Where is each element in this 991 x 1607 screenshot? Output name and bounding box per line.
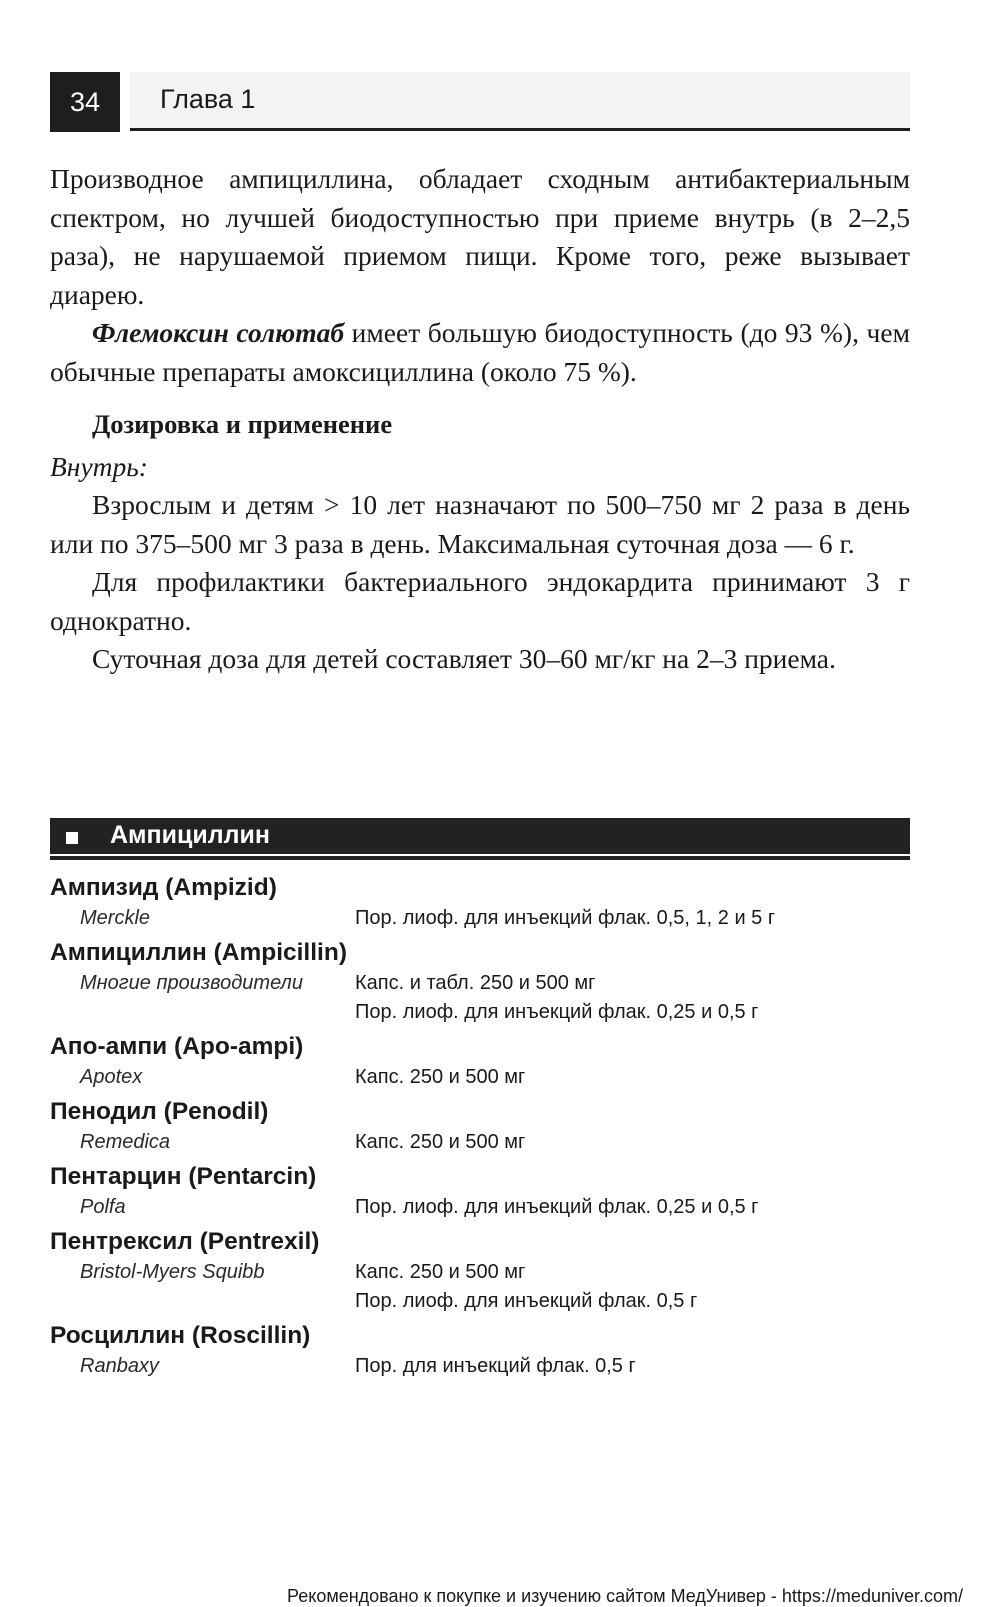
drug-details [50,1128,910,1157]
drug-details [50,1193,910,1222]
drug-form: Пор. лиоф. для инъекций флак. 0,5, 1, 2 и 5 г [355,907,776,929]
drug-maker: Bristol-Myers Squibb [80,1261,265,1283]
drug-name: Ампициллин (Ampicillin) [50,939,347,966]
drug-maker: Apotex [80,1066,143,1088]
footer-note: Рекомендовано к покупке и изучению сайтом МедУнивер - https://meduniver.com/ [287,1586,963,1606]
paragraph-prophylaxis: Для профилактики бактериального эндокардита принимают 3 г однократно. [50,566,910,636]
drug-forms [355,969,880,1027]
drug-name: Пентарцин (Pentarcin) [50,1163,317,1190]
drug-entry [50,937,910,1027]
drug-form: Капс. 250 и 500 мг [355,1261,526,1283]
drug-maker: Merckle [80,907,151,929]
drug-forms [355,1352,880,1381]
route-label: Внутрь: [50,450,148,482]
dosage-subheading: Дозировка и применение [92,409,393,439]
paragraph-description: Производное ампициллина, обладает сходным антибактериальным спектром, но лучшей биодоступностью при приеме внутрь (в 2–2,5 раза), не нарушаемой приемом пищи. Кроме того, реже вызывает диарею. [50,163,910,310]
drug-details [50,1258,910,1316]
drug-form: Капс. 250 и 500 мг [355,1066,526,1088]
drug-maker: Ranbaxy [80,1355,159,1377]
drug-name: Росциллин (Roscillin) [50,1322,311,1349]
drug-forms [355,1063,880,1092]
drug-form: Пор. лиоф. для инъекций флак. 0,5 г [355,1290,698,1312]
chapter-bar [130,72,910,131]
drug-entry [50,1226,910,1316]
drug-details [50,969,910,1027]
drug-list [50,872,910,1385]
square-bullet-icon [66,832,78,844]
drug-form: Пор. для инъекций флак. 0,5 г [355,1355,636,1377]
drug-name: Пенодил (Penodil) [50,1098,269,1125]
drug-form: Пор. лиоф. для инъекций флак. 0,25 и 0,5 г [355,1196,759,1218]
drug-forms [355,1193,880,1222]
drug-name: Ампизид (Ampizid) [50,874,277,901]
chapter-title: Глава 1 [160,84,256,114]
section-title: Ампициллин [110,821,270,849]
drug-details [50,904,910,933]
drug-form: Капс. и табл. 250 и 500 мг [355,972,596,994]
drug-maker: Remedica [80,1131,171,1153]
drug-maker: Многие производители [80,972,303,994]
drug-form: Пор. лиоф. для инъекций флак. 0,25 и 0,5 г [355,1001,759,1023]
paragraph-bioavailability [50,314,910,391]
drug-entry [50,1096,910,1157]
drug-maker: Polfa [80,1196,126,1218]
drug-name-italic: Флемоксин солютаб [92,317,345,348]
drug-details [50,1063,910,1092]
drug-details [50,1352,910,1381]
drug-entry [50,1161,910,1222]
section-header [50,818,910,856]
drug-forms [355,1258,880,1316]
paragraph-child-dose: Суточная доза для детей составляет 30–60 мг/кг на 2–3 приема. [92,643,836,674]
paragraph-adult-dose: Взрослым и детям > 10 лет назначают по 500–750 мг 2 раза в день или по 375–500 мг 3 раза в день. Максимальная суточная доза — 6 г. [50,489,910,559]
drug-form: Капс. 250 и 500 мг [355,1131,526,1153]
drug-name: Пентрексил (Pentrexil) [50,1228,320,1255]
drug-entry [50,872,910,933]
paragraph-bioavailability-text: имеет большую биодоступность (до 93 %), чем обычные препараты амоксициллина (около 75 %). [50,317,910,387]
page-number: 34 [50,72,120,132]
drug-entry [50,1320,910,1381]
drug-entry [50,1031,910,1092]
drug-forms [355,1128,880,1157]
page-header [50,72,910,132]
drug-name: Апо-ампи (Apo-ampi) [50,1033,304,1060]
body-text [50,160,910,679]
drug-forms [355,904,880,933]
